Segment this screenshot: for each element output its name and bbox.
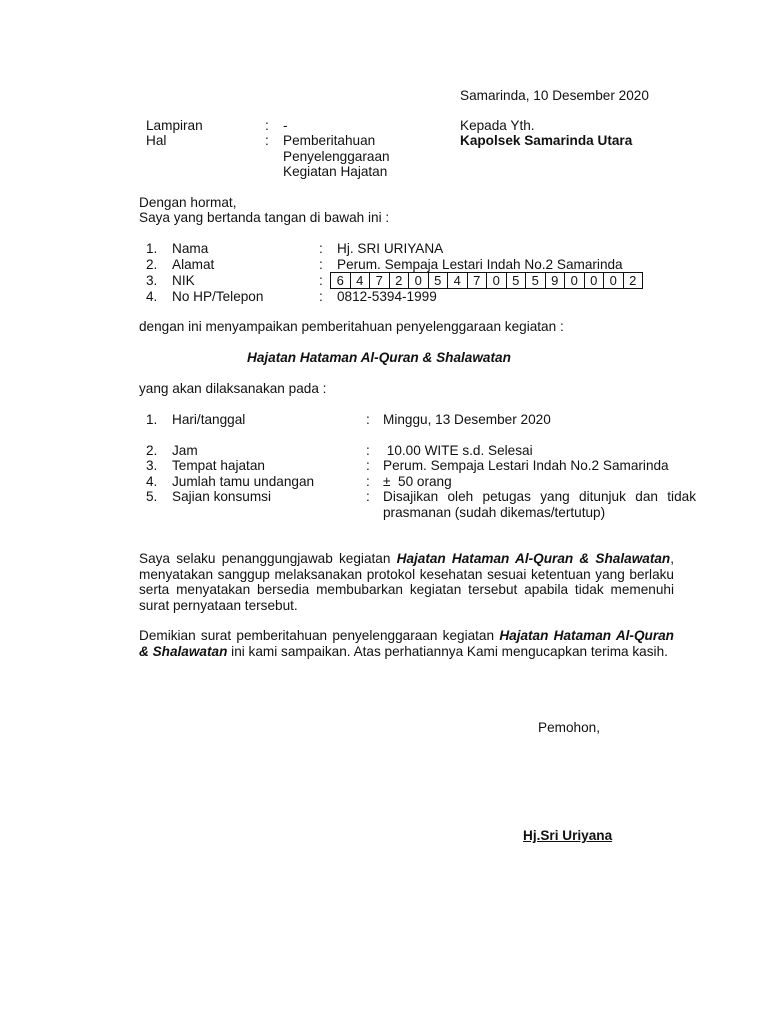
closing-event-name: Hajatan Hataman Al-Quran & Shalawatan [139, 628, 674, 659]
item-label: Nama [172, 241, 209, 256]
nik-digit: 9 [546, 272, 566, 289]
statement-text-before: Saya selaku penanggungjawab kegiatan [139, 551, 397, 566]
item-colon: : [319, 289, 323, 304]
item-value: ± 50 orang [383, 474, 452, 489]
item-colon: : [366, 489, 370, 504]
item-label: Hari/tanggal [172, 412, 246, 427]
item-label: Alamat [172, 257, 215, 272]
nik-digit: 2 [390, 272, 410, 289]
item-value: Minggu, 13 Desember 2020 [383, 412, 551, 427]
item-label: Sajian konsumsi [172, 489, 271, 504]
item-value: Perum. Sempaja Lestari Indah No.2 Samarinda [383, 458, 669, 473]
item-number: 2. [146, 443, 158, 458]
recipient-greeting: Kepada Yth. [460, 118, 535, 133]
notice-intro: dengan ini menyampaikan pemberitahuan penyelenggaraan kegiatan : [139, 319, 564, 334]
item-colon: : [366, 412, 370, 427]
closing-text-before: Demikian surat pemberitahuan penyelenggaraan kegiatan [139, 628, 500, 643]
item-label: NIK [172, 273, 195, 288]
item-value: Perum. Sempaja Lestari Indah No.2 Samarinda [337, 257, 623, 272]
statement-text-after: , menyatakan sanggup melaksanakan protokol kesehatan sesuai ketentuan yang berlaku serta menyatakan bersedia membubarkan kegiatan tersebut apabila tidak memenuhi surat pernyataan tersebut. [139, 551, 675, 613]
lampiran-colon: : [265, 118, 269, 133]
item-colon: : [319, 273, 323, 288]
item-label: Tempat hajatan [172, 458, 265, 473]
item-number: 1. [146, 241, 158, 256]
item-number: 4. [146, 474, 158, 489]
item-number: 2. [146, 257, 158, 272]
item-label: No HP/Telepon [172, 289, 264, 304]
nik-digit: 0 [565, 272, 585, 289]
salutation: Dengan hormat, [139, 195, 237, 210]
item-number: 3. [146, 458, 158, 473]
consumption-value: Disajikan oleh petugas yang ditunjuk dan tidak prasmanan (sudah dikemas/tertutup) [383, 489, 696, 520]
nik-digit: 6 [331, 272, 351, 289]
item-label: Jumlah tamu undangan [172, 474, 315, 489]
hal-label: Hal [146, 133, 167, 148]
nik-digit: 0 [487, 272, 507, 289]
nik-digit: 0 [585, 272, 605, 289]
item-number: 4. [146, 289, 158, 304]
nik-boxes [330, 272, 643, 289]
nik-digit: 4 [448, 272, 468, 289]
item-colon: : [366, 474, 370, 489]
item-label: Jam [172, 443, 198, 458]
item-number: 3. [146, 273, 158, 288]
closing-paragraph [139, 628, 674, 659]
item-number: 5. [146, 489, 158, 504]
lampiran-label: Lampiran [146, 118, 203, 133]
nik-digit: 5 [526, 272, 546, 289]
statement-event-name: Hajatan Hataman Al-Quran & Shalawatan [396, 551, 671, 566]
nik-digit: 0 [604, 272, 624, 289]
hal-colon: : [265, 133, 269, 148]
item-colon: : [366, 443, 370, 458]
item-number: 1. [146, 412, 158, 427]
nik-digit: 7 [468, 272, 488, 289]
schedule-intro: yang akan dilaksanakan pada : [139, 381, 327, 396]
nik-digit: 4 [351, 272, 371, 289]
hal-line-2: Penyelenggaraan [283, 149, 390, 164]
nik-digit: 2 [624, 272, 644, 289]
lampiran-value: - [283, 118, 288, 133]
closing-text-after: ini kami sampaikan. Atas perhatiannya Kami mengucapkan terima kasih. [227, 643, 668, 659]
nik-digit: 0 [409, 272, 429, 289]
nik-digit: 5 [429, 272, 449, 289]
item-value: 10.00 WITE s.d. Selesai [383, 443, 533, 458]
nik-digit: 7 [370, 272, 390, 289]
intro-text: Saya yang bertanda tangan di bawah ini : [139, 210, 390, 225]
item-value: 0812-5394-1999 [337, 289, 437, 304]
signature-role: Pemohon, [538, 720, 600, 735]
statement-paragraph [139, 551, 674, 613]
item-colon: : [319, 257, 323, 272]
hal-line-1: Pemberitahuan [283, 133, 376, 148]
nik-digit: 5 [507, 272, 527, 289]
item-colon: : [366, 458, 370, 473]
recipient-name: Kapolsek Samarinda Utara [460, 133, 633, 148]
item-value: Hj. SRI URIYANA [337, 241, 444, 256]
hal-line-3: Kegiatan Hajatan [283, 164, 388, 179]
item-colon: : [319, 241, 323, 256]
event-title: Hajatan Hataman Al-Quran & Shalawatan [247, 350, 511, 365]
signature-name: Hj.Sri Uriyana [523, 828, 613, 843]
letter-date: Samarinda, 10 Desember 2020 [460, 88, 649, 103]
